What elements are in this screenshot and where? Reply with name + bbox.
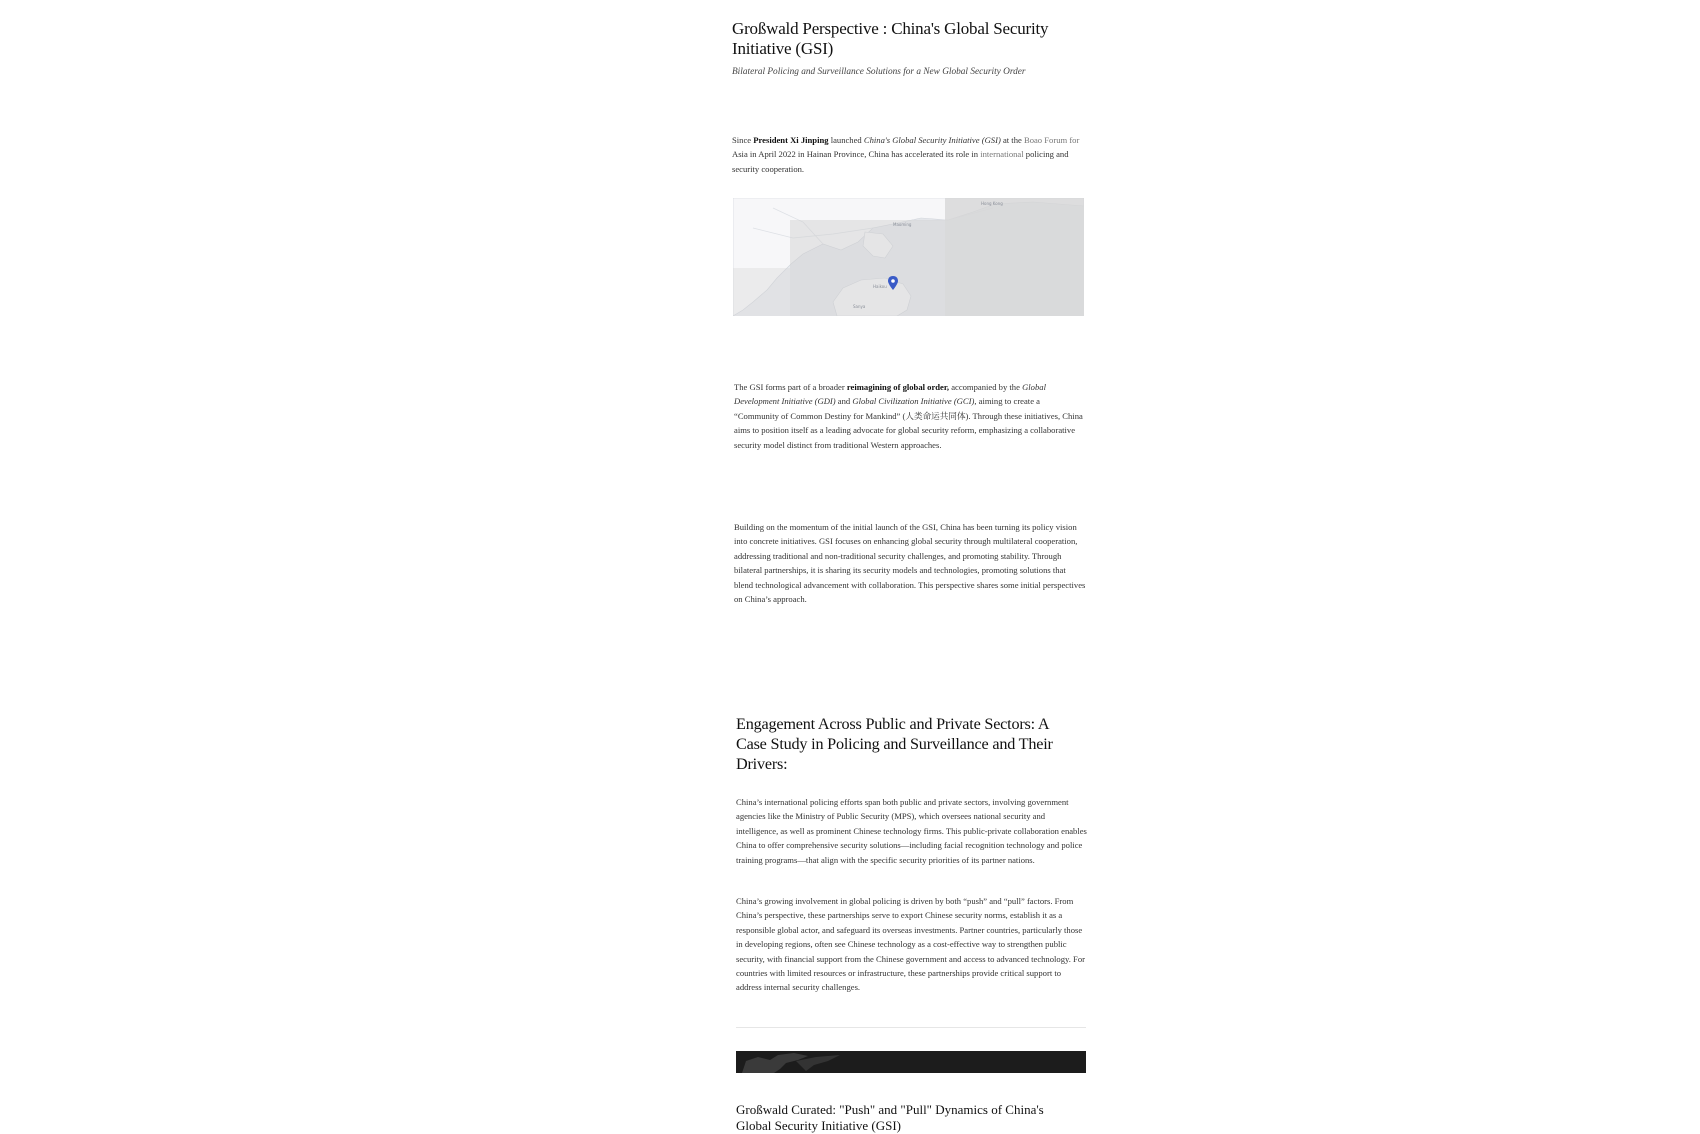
section-heading-engagement: Engagement Across Public and Private Sectors: A Case Study in Policing and Surveillance and Their Drivers: [736, 715, 1053, 773]
related-article-banner[interactable] [736, 1051, 1086, 1073]
map-label-sanya: Sanya [853, 304, 866, 309]
emphasis-gsi: China's Global Security Initiative (GSI) [863, 135, 1001, 145]
momentum-paragraph: Building on the momentum of the initial launch of the GSI, China has been turning its policy vision into concrete initiatives. GSI focuses on enhancing global security through multilateral cooperation, addressing traditional and non-traditional security challenges, and promoting stability. Through bilateral partnerships, it is sharing its security models and technologies, promoting solutions that blend technological advancement with collaboration. This perspective shares some initial perspectives on China’s approach. [734, 522, 1086, 605]
article-subtitle: Bilateral Policing and Surveillance Solutions for a New Global Security Order [732, 67, 1026, 77]
hainan-map[interactable] [733, 198, 1084, 316]
map-label-maoming: Maoming [893, 222, 912, 227]
map-graphic [733, 198, 1084, 316]
related-article-title[interactable]: Großwald Curated: "Push" and "Pull" Dynamics of China's Global Security Initiative (GSI) [736, 1102, 1044, 1133]
emphasis-gdi: Global Development Initiative (GDI) [734, 382, 1046, 407]
emphasis-reimagining-global-order: reimagining of global order, [846, 382, 950, 392]
link-boao-forum[interactable]: Boao Forum for [1023, 135, 1080, 145]
eagle-emblem-icon [736, 1051, 1086, 1073]
map-label-hong-kong: Hong Kong [981, 201, 1003, 206]
section-divider [736, 1027, 1086, 1028]
emphasis-xi-jinping: President Xi Jinping [753, 135, 829, 145]
gsi-context-paragraph: The GSI forms part of a broader reimagining of global order, accompanied by the Global Development Initiative (GDI) and Global Civilization Initiative (GCI), aiming to create a “Community of Common Destiny for Mankind” (人类命运共同体). Through these initiatives, China aims to position itself as a leading advocate for global security reform, emphasizing a collaborative security model distinct from traditional Western approaches. [734, 382, 1083, 450]
map-label-haikou: Haikou [873, 284, 887, 289]
article-title: Großwald Perspective : China's Global Security Initiative (GSI) [732, 19, 1049, 58]
push-pull-paragraph: China’s growing involvement in global policing is driven by both “push” and “pull” factors. From China’s perspective, these partnerships serve to export Chinese security norms, establish it as a responsible global actor, and safeguard its overseas investments. Partner countries, particularly those in developing regions, often see Chinese technology as a cost-effective way to strengthen public security, with financial support from the Chinese government and access to advanced technology. For countries with limited resources or infrastructure, these partnerships provide critical support to address internal security challenges. [736, 896, 1085, 993]
link-international[interactable]: international [980, 149, 1024, 160]
public-private-paragraph: China’s international policing efforts span both public and private sectors, involving government agencies like the Ministry of Public Security (MPS), which oversees national security and intelligence, as well as prominent Chinese technology firms. This public-private collaboration enables China to offer comprehensive security solutions—including facial recognition technology and police training programs—that align with the specific security priorities of its partner nations. [736, 797, 1087, 865]
intro-paragraph: Since President Xi Jinping launched China's Global Security Initiative (GSI) at the Boao Forum for Asia in April 2022 in Hainan Province, China has accelerated its role in international policing and security cooperation. [732, 135, 1080, 174]
emphasis-gci: Global Civilization Initiative (GCI) [852, 396, 975, 407]
